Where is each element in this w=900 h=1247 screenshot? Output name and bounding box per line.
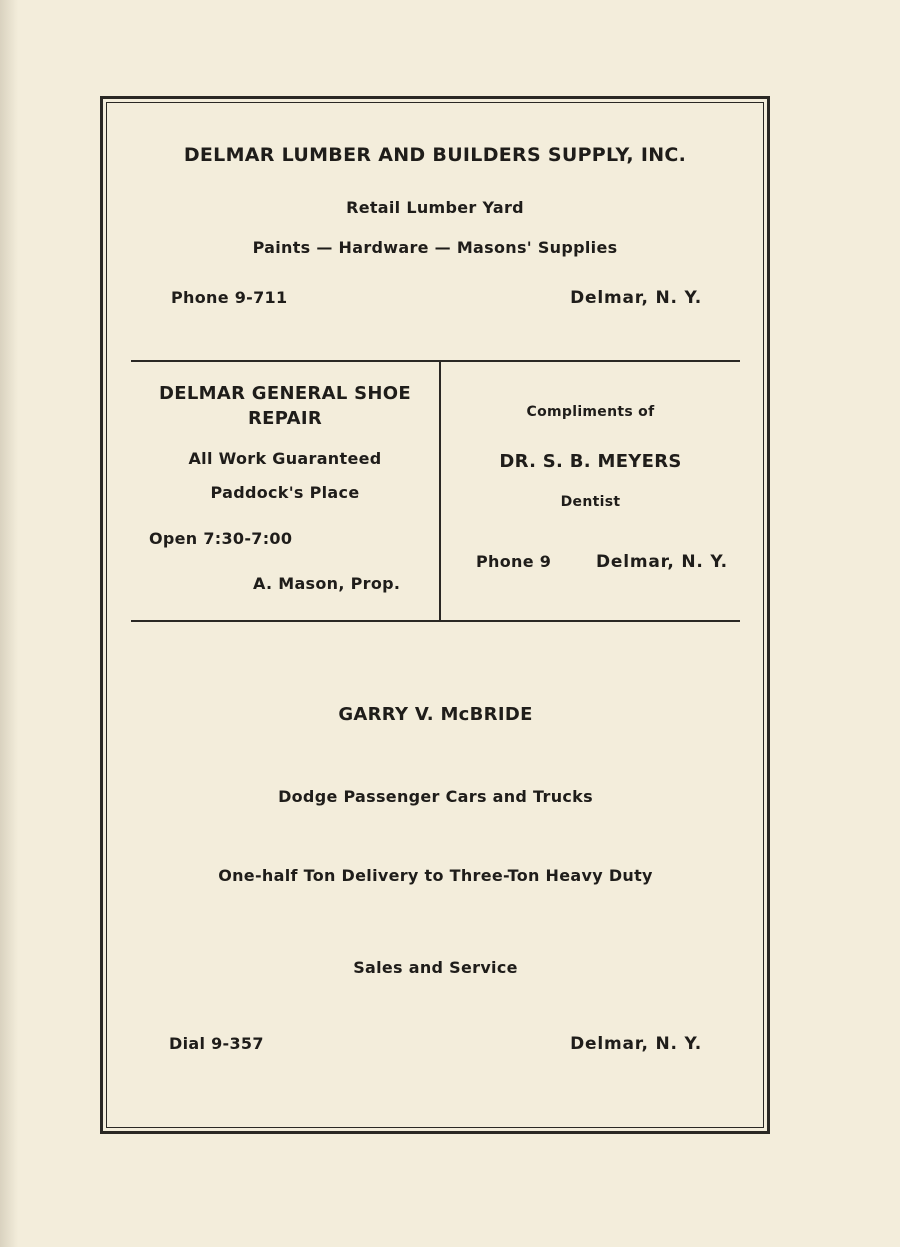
ad-profession: Dentist	[560, 494, 621, 510]
ad-line: Paints — Hardware — Masons' Supplies	[252, 238, 618, 257]
ad-proprietor: A. Mason, Prop.	[253, 574, 401, 593]
ad-compliments: Compliments of	[526, 404, 655, 420]
ad-title: DR. S. B. MEYERS	[499, 451, 682, 472]
ad-line: Paddock's Place	[210, 483, 360, 502]
ad-phone: Dial 9-357	[169, 1034, 264, 1053]
ad-hours: Open 7:30-7:00	[149, 529, 293, 548]
ad-line: Dodge Passenger Cars and Trucks	[278, 787, 593, 806]
ad-title: DELMAR LUMBER AND BUILDERS SUPPLY, INC.	[183, 144, 687, 166]
ad-line: Sales and Service	[353, 958, 518, 977]
ad-title: DELMAR GENERAL SHOE	[159, 383, 411, 404]
ad-location: Delmar, N. Y.	[596, 552, 728, 572]
ad-phone: Phone 9-711	[171, 288, 288, 307]
ad-location: Delmar, N. Y.	[570, 288, 702, 308]
ad-title: REPAIR	[248, 408, 322, 429]
ad-line: Retail Lumber Yard	[346, 198, 524, 217]
page-edge-shadow	[0, 0, 18, 1247]
column-divider	[439, 362, 441, 622]
ad-title: GARRY V. McBRIDE	[338, 704, 533, 725]
ad-location: Delmar, N. Y.	[570, 1034, 702, 1054]
section-divider	[131, 360, 740, 362]
section-divider	[131, 620, 740, 622]
ad-phone: Phone 9	[476, 552, 552, 571]
ad-line: All Work Guaranteed	[188, 449, 382, 468]
ad-line: One-half Ton Delivery to Three-Ton Heavy Duty	[218, 866, 653, 885]
